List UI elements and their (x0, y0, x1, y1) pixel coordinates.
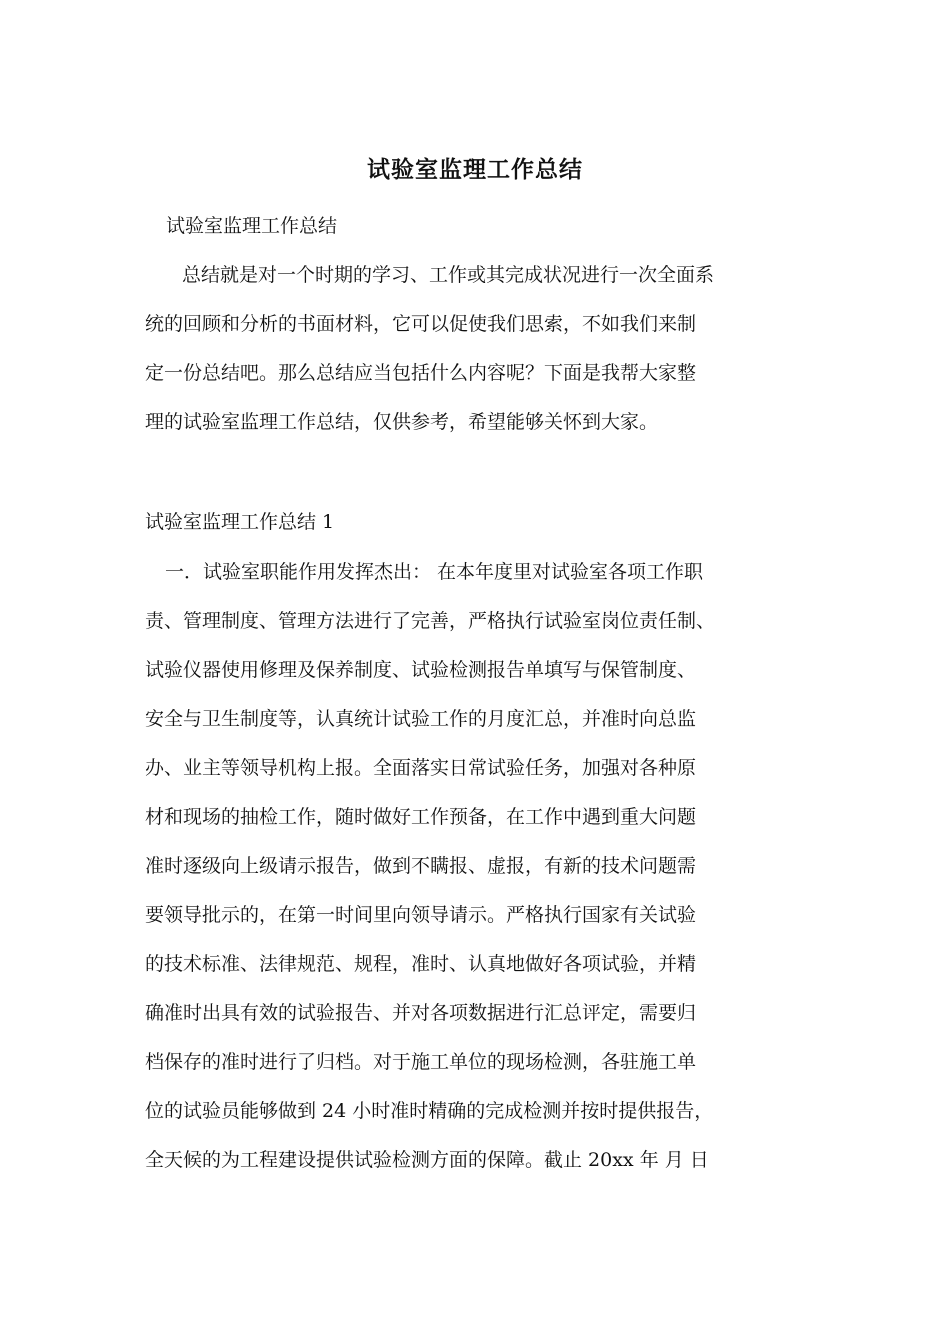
intro-line: 统的回顾和分析的书面材料，它可以促使我们思索，不如我们来制 (145, 313, 697, 335)
body-line: 安全与卫生制度等，认真统计试验工作的月度汇总，并准时向总监 (145, 708, 697, 730)
document-subtitle: 试验室监理工作总结 (166, 215, 338, 237)
body-line: 准时逐级向上级请示报告，做到不瞒报、虚报，有新的技术问题需 (145, 855, 697, 877)
body-line: 材和现场的抽检工作，随时做好工作预备，在工作中遇到重大问题 (145, 806, 697, 828)
body-line: 办、业主等领导机构上报。全面落实日常试验任务，加强对各种原 (145, 757, 697, 779)
intro-line: 理的试验室监理工作总结，仅供参考，希望能够关怀到大家。 (145, 411, 659, 433)
body-line: 要领导批示的，在第一时间里向领导请示。严格执行国家有关试验 (145, 904, 697, 926)
body-line: 全天候的为工程建设提供试验检测方面的保障。截止 20xx 年 月 日 (145, 1149, 709, 1171)
body-line: 一．试验室职能作用发挥杰出： 在本年度里对试验室各项工作职 (165, 561, 704, 583)
body-line: 位的试验员能够做到 24 小时准时精确的完成检测并按时提供报告， (145, 1100, 714, 1122)
body-line: 责、管理制度、管理方法进行了完善，严格执行试验室岗位责任制、 (145, 610, 716, 632)
body-line: 档保存的准时进行了归档。对于施工单位的现场检测，各驻施工单 (145, 1051, 697, 1073)
intro-line: 定一份总结吧。那么总结应当包括什么内容呢？下面是我帮大家整 (145, 362, 697, 384)
body-line: 确准时出具有效的试验报告、并对各项数据进行汇总评定，需要归 (145, 1002, 697, 1024)
document-title: 试验室监理工作总结 (367, 157, 583, 183)
section-heading: 试验室监理工作总结 1 (145, 511, 335, 533)
intro-line: 总结就是对一个时期的学习、工作或其完成状况进行一次全面系 (182, 264, 715, 286)
body-line: 试验仪器使用修理及保养制度、试验检测报告单填写与保管制度、 (145, 659, 697, 681)
body-line: 的技术标准、法律规范、规程，准时、认真地做好各项试验，并精 (145, 953, 697, 975)
